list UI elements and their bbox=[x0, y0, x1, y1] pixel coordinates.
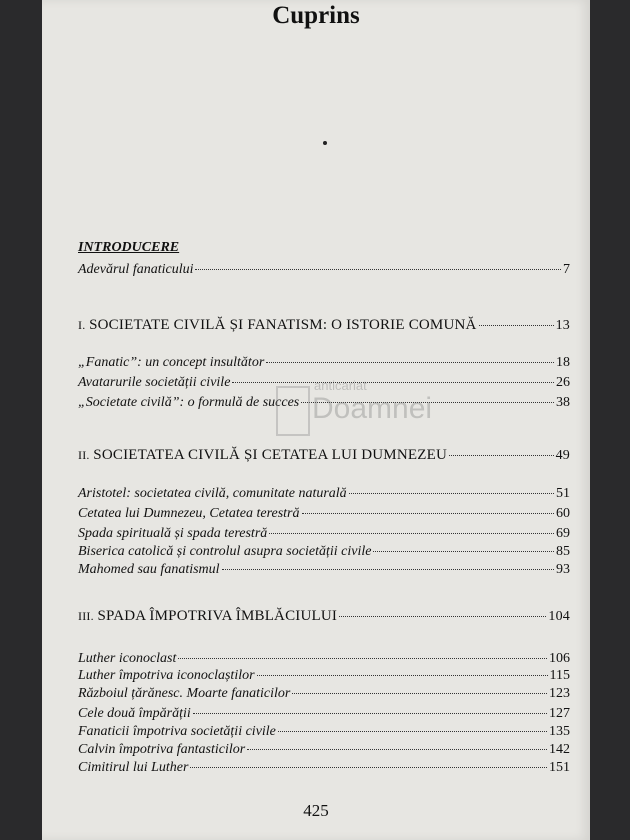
entry-page: 51 bbox=[556, 486, 570, 501]
entry-page: 127 bbox=[549, 706, 570, 721]
entry-title: „Societate civilă”: o formulă de succes bbox=[78, 395, 300, 410]
entry-title: Biserica catolică și controlul asupra societății civile bbox=[78, 544, 372, 559]
entry-page: 69 bbox=[556, 526, 570, 541]
dot-leader bbox=[257, 675, 548, 676]
dot-leader bbox=[193, 713, 547, 714]
entry-page: 26 bbox=[556, 375, 570, 390]
dot-leader bbox=[269, 533, 554, 534]
chapter-page: 13 bbox=[555, 318, 570, 333]
dot-leader bbox=[247, 749, 547, 750]
entry-page: 135 bbox=[549, 724, 570, 739]
watermark-big-text: Doamnei bbox=[312, 392, 433, 425]
dot-leader bbox=[190, 767, 547, 768]
entry-title: Spada spirituală și spada terestră bbox=[78, 526, 268, 541]
entry-title: Fanaticii împotriva societății civile bbox=[78, 724, 276, 739]
entry-page: 38 bbox=[556, 395, 570, 410]
chapter-heading bbox=[78, 447, 570, 464]
ink-dot bbox=[323, 141, 327, 145]
toc-entry bbox=[78, 262, 570, 278]
dot-leader bbox=[302, 513, 555, 514]
dot-leader bbox=[449, 455, 554, 456]
entry-page: 142 bbox=[549, 742, 570, 757]
entry-page: 115 bbox=[549, 668, 570, 683]
toc-entry bbox=[78, 760, 570, 776]
entry-page: 151 bbox=[549, 760, 570, 775]
chapter-title: SPADA ÎMPOTRIVA ÎMBLĂCIULUI bbox=[97, 608, 338, 624]
chapter-number: I. bbox=[78, 318, 86, 332]
dot-leader bbox=[195, 269, 561, 270]
toc-entry bbox=[78, 706, 570, 722]
chapter-number: III. bbox=[78, 609, 94, 623]
entry-title: Adevărul fanaticului bbox=[78, 262, 194, 277]
entry-title: „Fanatic”: un concept insultător bbox=[78, 355, 265, 370]
dot-leader bbox=[479, 325, 554, 326]
dot-leader bbox=[266, 362, 554, 363]
dot-leader bbox=[278, 731, 547, 732]
toc-entry bbox=[78, 486, 570, 502]
toc-entry bbox=[78, 668, 570, 684]
dot-leader bbox=[349, 493, 554, 494]
toc-entry bbox=[78, 526, 570, 542]
entry-page: 85 bbox=[556, 544, 570, 559]
entry-page: 7 bbox=[563, 262, 570, 277]
chapter-page: 49 bbox=[555, 448, 570, 463]
book-page bbox=[42, 0, 590, 840]
toc-entry bbox=[78, 651, 570, 667]
toc-entry bbox=[78, 724, 570, 740]
toc-entry bbox=[78, 544, 570, 560]
toc-entry bbox=[78, 686, 570, 702]
chapter-heading bbox=[78, 317, 570, 334]
dot-leader bbox=[373, 551, 554, 552]
toc-entry bbox=[78, 742, 570, 758]
dot-leader bbox=[339, 616, 546, 617]
entry-page: 106 bbox=[549, 651, 570, 666]
chapter-number: II. bbox=[78, 448, 90, 462]
page-title: Cuprins bbox=[272, 2, 360, 29]
toc-entry bbox=[78, 506, 570, 522]
entry-title: Aristotel: societatea civilă, comunitate naturală bbox=[78, 486, 347, 501]
watermark-logo bbox=[274, 378, 444, 448]
entry-title: Cimitirul lui Luther bbox=[78, 760, 189, 775]
entry-title: Luther împotriva iconoclaștilor bbox=[78, 668, 255, 683]
chapter-title: SOCIETATE CIVILĂ ȘI FANATISM: O ISTORIE COMUNĂ bbox=[89, 317, 477, 333]
toc-entry bbox=[78, 562, 570, 578]
dot-leader bbox=[178, 658, 547, 659]
page-number: 425 bbox=[303, 801, 329, 820]
dot-leader bbox=[292, 693, 547, 694]
entry-title: Mahomed sau fanatismul bbox=[78, 562, 220, 577]
chapter-page: 104 bbox=[548, 609, 570, 624]
entry-page: 18 bbox=[556, 355, 570, 370]
entry-page: 60 bbox=[556, 506, 570, 521]
watermark-small-text: anticariat bbox=[314, 378, 367, 393]
entry-title: Cele două împărății bbox=[78, 706, 191, 721]
chapter-title: SOCIETATEA CIVILĂ ȘI CETATEA LUI DUMNEZEU bbox=[93, 447, 447, 463]
book-stack-icon bbox=[276, 386, 310, 436]
entry-title: Calvin împotriva fantasticilor bbox=[78, 742, 246, 757]
entry-title: Avatarurile societății civile bbox=[78, 375, 231, 390]
entry-title: Luther iconoclast bbox=[78, 651, 177, 666]
entry-title: Războiul țărănesc. Moarte fanaticilor bbox=[78, 686, 291, 701]
intro-heading: INTRODUCERE bbox=[78, 240, 180, 255]
chapter-heading bbox=[78, 608, 570, 625]
entry-page: 93 bbox=[556, 562, 570, 577]
dot-leader bbox=[222, 569, 554, 570]
entry-title: Cetatea lui Dumnezeu, Cetatea terestră bbox=[78, 506, 300, 521]
entry-page: 123 bbox=[549, 686, 570, 701]
toc-entry bbox=[78, 355, 570, 371]
